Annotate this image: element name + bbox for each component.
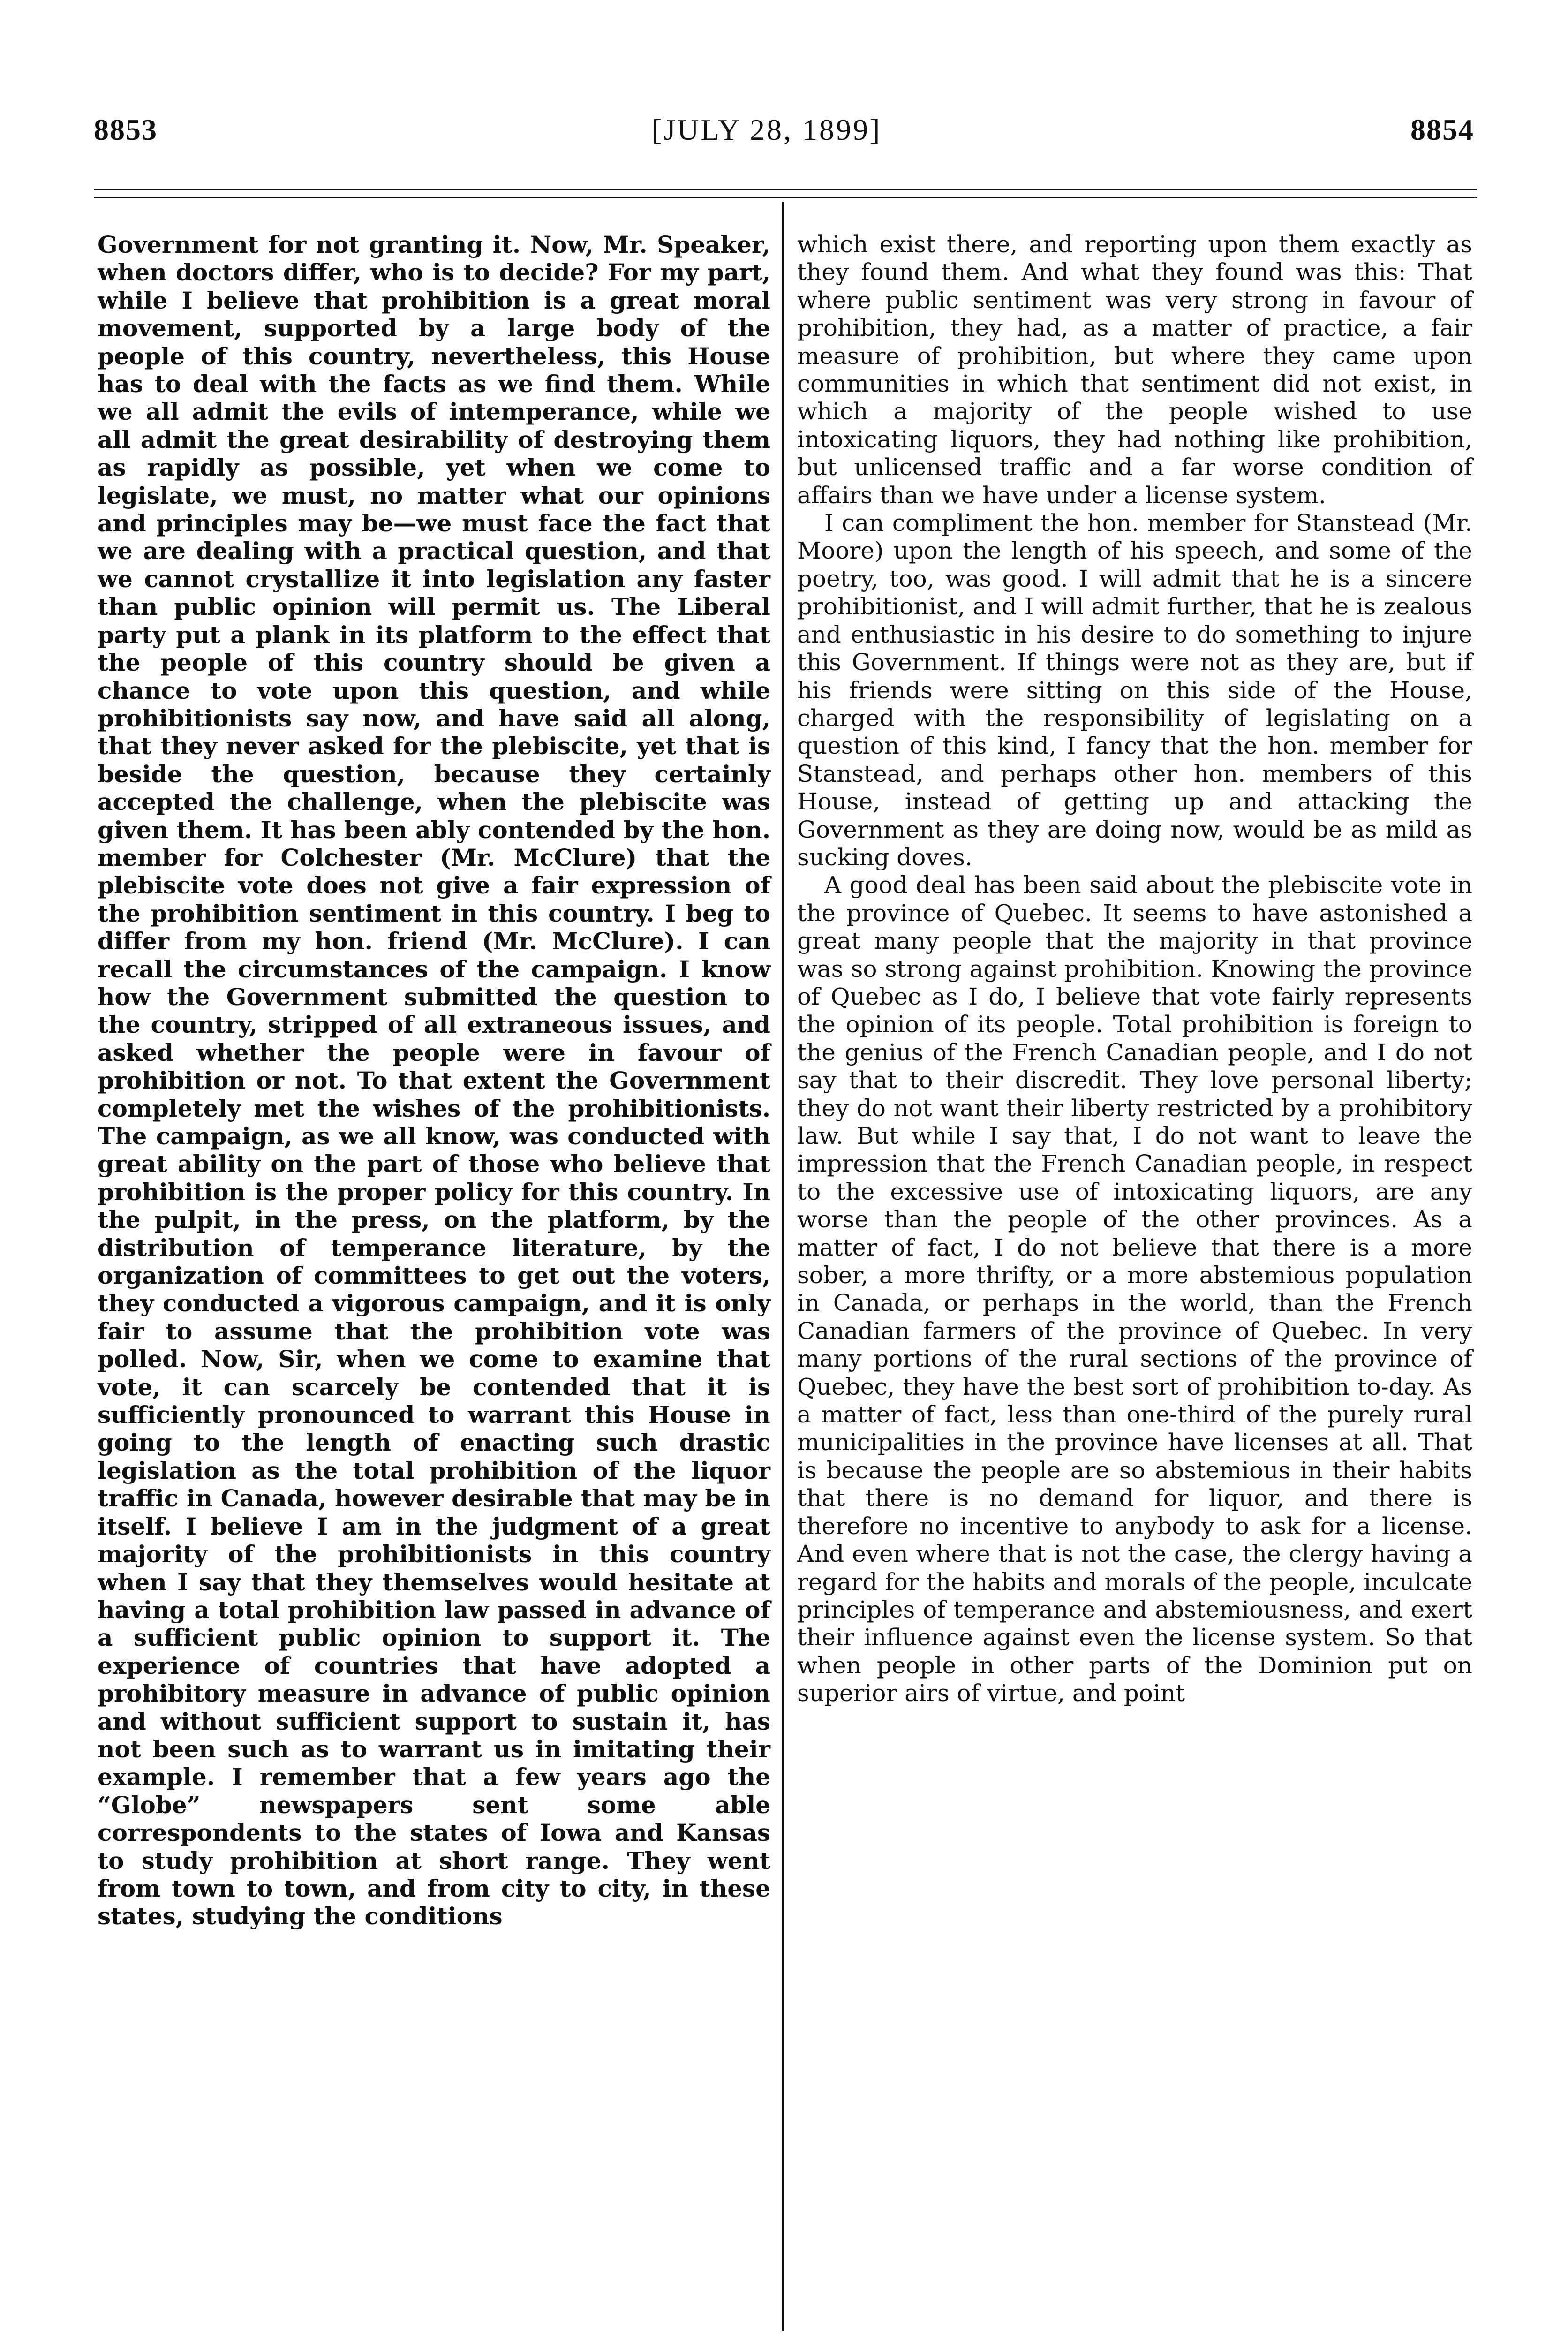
paragraph: I can compliment the hon. member for Stanstead (Mr. Moore) upon the length of his speech, and some of the poetry, too, was good. I will admit that he is a sincere prohibitionist, and I will admit further, that he is zealous and enthusiastic in his desire to do something to injure this Government. If things were not as they are, but if his friends were sitting on this side of the House, charged with the responsibility of legislating on a question of this kind, I fancy that the hon. member for Stanstead, and perhaps other hon. members of this House, instead of getting up and attacking the Government as they are doing now, would be as mild as sucking doves. [797,509,1472,871]
header-rule-double [94,197,1477,198]
column-divider [782,202,784,2331]
right-page-number: 8854 [1410,113,1474,146]
left-page-number: 8853 [94,113,158,146]
paragraph: A good deal has been said about the plebiscite vote in the province of Quebec. It seems to have astonished a great many people that the majority in that province was so strong against prohibition. Knowing the province of Quebec as I do, I believe that vote fairly represents the opinion of its people. Total prohibition is foreign to the genius of the French Canadian people, and I do not say that to their discredit. They love personal liberty; they do not want their liberty restricted by a prohibitory law. But while I say that, I do not want to leave the impression that the French Canadian people, in respect to the excessive use of intoxicating liquors, are any worse than the people of the other provinces. As a matter of fact, I do not believe that there is a more sober, a more thrifty, or a more abstemious population in Canada, or perhaps in the world, than the French Canadian farmers of the province of Quebec. In very many portions of the rural sections of the province of Quebec, they have the best sort of prohibition to-day. As a matter of fact, less than one-third of the purely rural municipalities in the province have licenses at all. That is because the people are so abstemious in their habits that there is no demand for liquor, and there is therefore no incentive to anybody to ask for a license. And even where that is not the case, the clergy having a regard for the habits and morals of the people, inculcate principles of temperance and abstemiousness, and exert their influence against even the license system. So that when people in other parts of the Dominion put on superior airs of virtue, and point [797,871,1472,1707]
left-column [98,231,770,1930]
header-rule [94,189,1477,190]
page-date-header: [JULY 28, 1899] [652,113,882,146]
paragraph: Government for not granting it. Now, Mr. Speaker, when doctors differ, who is to decide? For my part, while I believe that prohibition is a great moral movement, supported by a large body of the people of this country, nevertheless, this House has to deal with the facts as we find them. While we all admit the evils of intemperance, while we all admit the great desirability of destroying them as rapidly as possible, yet when we come to legislate, we must, no matter what our opinions and principles may be—we must face the fact that we are dealing with a practical question, and that we cannot crystallize it into legislation any faster than public opinion will permit us. The Liberal party put a plank in its platform to the effect that the people of this country should be given a chance to vote upon this question, and while prohibitionists say now, and have said all along, that they never asked for the plebiscite, yet that is beside the question, because they certainly accepted the challenge, when the plebiscite was given them. It has been ably contended by the hon. member for Colchester (Mr. McClure) that the plebiscite vote does not give a fair expression of the prohibition sentiment in this country. I beg to differ from my hon. friend (Mr. McClure). I can recall the circumstances of the campaign. I know how the Government submitted the question to the country, stripped of all extraneous issues, and asked whether the people were in favour of prohibition or not. To that extent the Government completely met the wishes of the prohibitionists. The campaign, as we all know, was conducted with great ability on the part of those who believe that prohibition is the proper policy for this country. In the pulpit, in the press, on the platform, by the distribution of temperance literature, by the organization of committees to get out the voters, they conducted a vigorous campaign, and it is only fair to assume that the prohibition vote was polled. Now, Sir, when we come to examine that vote, it can scarcely be contended that it is sufficiently pronounced to warrant this House in going to the length of enacting such drastic legislation as the total prohibition of the liquor traffic in Canada, however desirable that may be in itself. I believe I am in the judgment of a great majority of the prohibitionists in this country when I say that they themselves would hesitate at having a total prohibition law passed in advance of a sufficient public opinion to support it. The experience of countries that have adopted a prohibitory measure in advance of public opinion and without sufficient support to sustain it, has not been such as to warrant us in imitating their example. I remember that a few years ago the “Globe” newspapers sent some able correspondents to the states of Iowa and Kansas to study prohibition at short range. They went from town to town, and from city to city, in these states, studying the conditions [98,231,771,1930]
right-column [797,231,1472,1708]
paragraph: which exist there, and reporting upon them exactly as they found them. And what they found was this: That where public sentiment was very strong in favour of prohibition, they had, as a matter of practice, a fair measure of prohibition, but where they came upon communities in which that sentiment did not exist, in which a majority of the people wished to use intoxicating liquors, they had nothing like prohibition, but unlicensed traffic and a far worse condition of affairs than we have under a license system. [797,231,1472,509]
